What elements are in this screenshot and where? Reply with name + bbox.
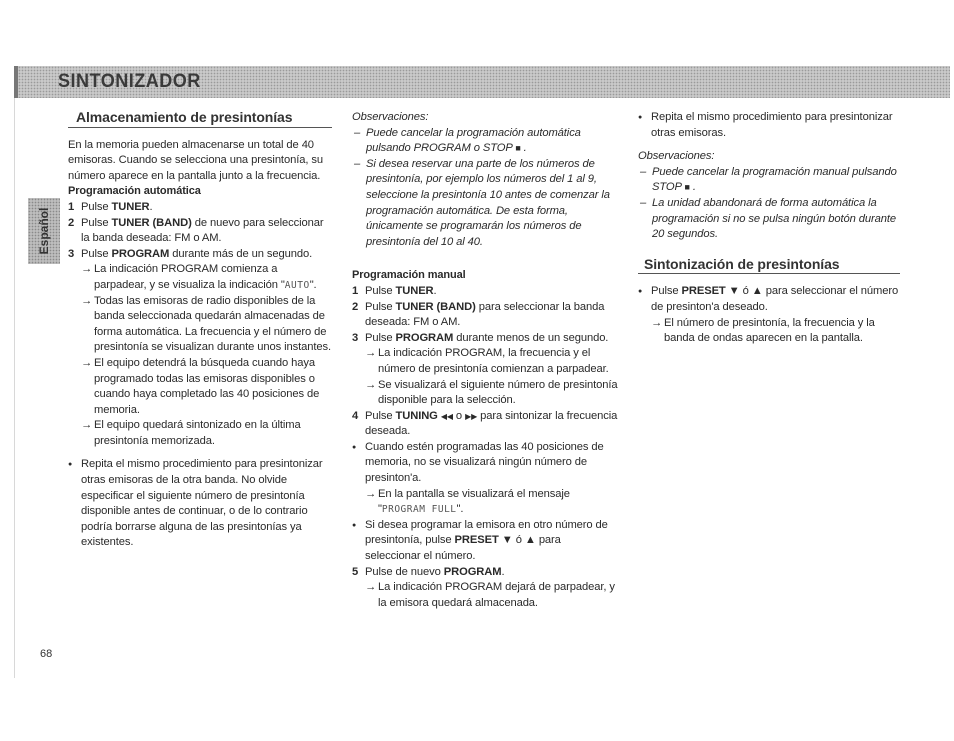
auto-result-1: → La indicación PROGRAM comienza a parpadear, y se visualiza la indicación "AUTO". — [81, 263, 317, 291]
auto-result-2: → Todas las emisoras de radio disponibles de la banda seleccionada quedarán almacenadas de forma automática. La frecuencia y el número de presintonía se visualizan durante unos instantes. — [81, 294, 332, 354]
manual-step-3: 3 Pulse PROGRAM durante menos de un segundo. — [352, 331, 609, 344]
tuning-down-icon: ◀◀ — [440, 411, 453, 421]
lcd-text-program-full: PROGRAM FULL — [381, 504, 457, 516]
bullet-icon: ● — [352, 521, 357, 529]
column-right — [638, 110, 900, 347]
left-margin-rule — [14, 98, 15, 678]
page-title: SINTONIZADOR — [58, 71, 201, 92]
manual-result-1: → La indicación PROGRAM, la frecuencia y el número de presintonía comienzan a parpadear. — [365, 347, 609, 375]
auto-result-4: → El equipo quedará sintonizado en la última presintonía memorizada. — [81, 419, 301, 447]
arrow-icon: → — [81, 419, 93, 432]
column-middle — [352, 110, 618, 611]
repeat-other-band-note: ● Repita el mismo procedimiento para presintonizar otras emisoras de la otra banda. No olvide especificar el siguiente número de presintonía disponible antes de continuar, o de lo contrario podría borrarse alguna de las presintonías ya existentes. — [68, 458, 323, 549]
observation-timeout: – La unidad abandonará de forma automática la programación si no se pulsa ningún botón durante 20 segundos. — [640, 196, 896, 241]
bullet-icon: ● — [352, 443, 357, 451]
auto-step-1: 1 Pulse TUNER. — [68, 200, 153, 213]
arrow-icon: → — [81, 263, 93, 276]
page-number: 68 — [40, 648, 53, 660]
bullet-icon: ● — [638, 114, 643, 121]
manual-result-2: → Se visualizará el siguiente número de presintonía disponible para la selección. — [365, 378, 618, 407]
auto-programming-title: Programación automática — [68, 185, 201, 198]
bullet-icon: ● — [638, 288, 643, 296]
preset-select-note: ● Pulse PRESET ▼ ó ▲ para seleccionar el número de presinton'a deseado. — [638, 285, 899, 313]
bullet-icon: ● — [68, 461, 73, 469]
language-tab — [28, 198, 60, 264]
manual-step-2: 2 Pulse TUNER (BAND) para seleccionar la banda deseada: FM o AM. — [352, 300, 605, 329]
arrow-icon: → — [365, 347, 377, 360]
observation-reserve-numbers: – Si desea reservar una parte de los números de presintonía, por ejemplo los números del 1 al 9, seleccione la presintonía 10 antes de comenzar la programación automática. De esta forma, únicamente se programarán los números de presintonía del 10 al 40. — [354, 157, 610, 248]
intro-text: En la memoria pueden almacenarse un total de 40 emisoras. Cuando se selecciona una presintonía, su número aparece en la pantalla junto a la frecuencia. — [68, 138, 323, 182]
manual-step-5: 5 Pulse de nuevo PROGRAM. — [352, 565, 505, 578]
lcd-text-auto: AUTO — [284, 279, 310, 291]
arrow-icon: → — [365, 487, 377, 500]
observations-title: Observaciones: — [352, 111, 429, 123]
stop-icon: ■ — [515, 143, 521, 154]
manual-step-1: 1 Pulse TUNER. — [352, 284, 437, 297]
arrow-icon: → — [365, 581, 377, 594]
manual-programming-title: Programación manual — [352, 269, 466, 282]
observation-cancel-manual: – Puede cancelar la programación manual pulsando STOP ■ . — [640, 165, 897, 194]
observations-title-2: Observaciones: — [638, 150, 715, 163]
manual-step-4: 4 Pulse TUNING ◀◀ o ▶▶ para sintonizar la frecuencia deseada. — [352, 409, 618, 438]
language-tab-label: Español — [37, 207, 51, 255]
auto-step-2: 2 Pulse TUNER (BAND) de nuevo para seleccionar la banda deseada: FM o AM. — [68, 216, 324, 245]
preset-arrows-icon: ▼ ó ▲ — [498, 534, 539, 547]
arrow-icon: → — [81, 356, 93, 369]
column-left — [68, 110, 332, 551]
memory-full-result: → En la pantalla se visualizará el mensaje "PROGRAM FULL". — [365, 487, 570, 516]
tuning-up-icon: ▶▶ — [465, 411, 478, 421]
other-preset-note: ● Si desea programar la emisora en otro número de presintonía, pulse PRESET ▼ ó ▲ para seleccionar el número. — [352, 518, 608, 563]
memory-full-note: ● Cuando estén programadas las 40 posiciones de memoria, no se visualizará ningún número de presinton'a. — [352, 440, 604, 485]
observation-cancel-auto: – Puede cancelar la programación automática pulsando PROGRAM o STOP ■ . — [354, 126, 581, 155]
preset-arrows-icon: ▼ ó ▲ — [725, 285, 766, 298]
preset-select-result: → El número de presintonía, la frecuencia y la banda de ondas aparecen en la pantalla. — [651, 316, 875, 345]
section-heading-storage: Almacenamiento de presintonías — [68, 110, 332, 128]
stop-icon: ■ — [684, 182, 690, 193]
auto-result-3: → El equipo detendrá la búsqueda cuando haya programado todas las emisoras disponibles o cuando haya completado las 40 posiciones de memoria. — [81, 356, 320, 416]
manual-result-5: → La indicación PROGRAM dejará de parpadear, y la emisora quedará almacenada. — [365, 581, 615, 609]
auto-step-3: 3 Pulse PROGRAM durante más de un segundo. — [68, 247, 313, 260]
arrow-icon: → — [365, 378, 377, 391]
arrow-icon: → — [81, 294, 93, 307]
section-heading-tuning: Sintonización de presintonías — [638, 257, 900, 275]
arrow-icon: → — [651, 316, 663, 329]
repeat-procedure-note: ● Repita el mismo procedimiento para presintonizar otras emisoras. — [638, 111, 893, 139]
